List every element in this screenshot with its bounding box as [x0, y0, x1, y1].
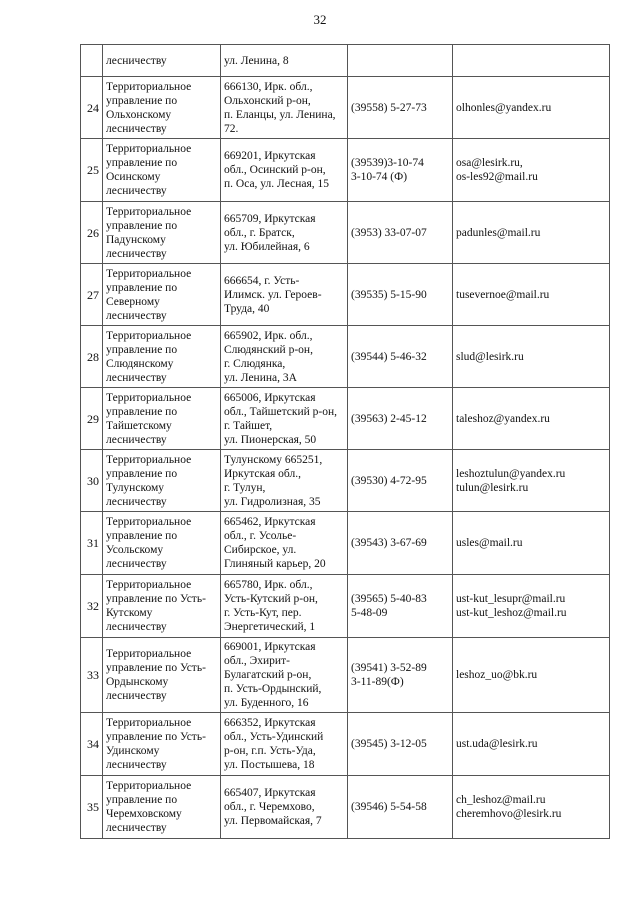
office-name-line: Территориальное	[106, 717, 192, 729]
office-address-line: 665006, Иркутская	[224, 391, 316, 404]
office-phone	[348, 638, 453, 713]
office-address-line: Труда, 40	[224, 302, 270, 315]
office-email-line: tulun@lesirk.ru	[456, 481, 529, 494]
office-email	[453, 264, 610, 326]
office-address-line: обл., Осинский р-он,	[224, 164, 326, 176]
office-address-line: г. Тайшет,	[224, 419, 273, 432]
office-address	[221, 776, 348, 839]
office-name	[103, 202, 221, 264]
office-email-line: olhonles@yandex.ru	[456, 101, 552, 114]
office-address-line: Тулунскому 665251,	[224, 453, 323, 466]
office-email	[453, 713, 610, 776]
table-row	[81, 45, 610, 77]
office-phone	[348, 713, 453, 776]
office-phone	[348, 388, 453, 450]
office-address-line: обл., г. Черемхово,	[224, 801, 315, 813]
office-address-line: 666130, Ирк. обл.,	[224, 80, 313, 93]
office-name-line: лесничеству	[106, 54, 167, 67]
office-name-line: Кутскому	[106, 607, 153, 619]
office-email	[453, 388, 610, 450]
office-name	[103, 388, 221, 450]
office-name-line: Территориальное	[106, 80, 192, 93]
office-address-line: ул. Пионерская, 50	[224, 433, 317, 446]
office-email-line: ust.uda@lesirk.ru	[456, 738, 538, 750]
office-phone-line: 3-10-74 (Ф)	[351, 171, 408, 183]
office-phone-line: (39535) 5-15-90	[351, 288, 427, 301]
office-name-line: управление по	[106, 405, 178, 418]
office-address-line: 665902, Ирк. обл.,	[224, 329, 313, 342]
office-name-line: лесничеству	[106, 690, 167, 702]
office-name-line: управление по	[106, 219, 178, 232]
row-number: 27	[81, 264, 103, 326]
office-address-line: Ольхонский р-он,	[224, 94, 311, 107]
office-name-line: управление по	[106, 794, 178, 806]
office-address-line: 666654, г. Усть-	[224, 274, 300, 287]
office-phone-line: 5-48-09	[351, 607, 388, 619]
row-number: 29	[81, 388, 103, 450]
office-name	[103, 638, 221, 713]
office-address-line: ул. Юбилейная, 6	[224, 240, 310, 253]
office-name-line: лесничеству	[106, 822, 167, 834]
office-name-line: Падунскому	[106, 233, 166, 246]
office-address	[221, 264, 348, 326]
office-name-line: Территориальное	[106, 205, 192, 218]
office-address	[221, 202, 348, 264]
office-name-line: управление по	[106, 94, 178, 107]
office-phone-line: (39539)3-10-74	[351, 157, 424, 169]
office-address-line: 669001, Иркутская	[224, 641, 316, 653]
office-address-line: Глиняный карьер, 20	[224, 558, 326, 570]
office-name	[103, 776, 221, 839]
office-email	[453, 77, 610, 139]
office-phone-line: (39544) 5-46-32	[351, 350, 427, 363]
office-phone-line: (39545) 3-12-05	[351, 738, 427, 750]
office-email-line: cheremhovo@lesirk.ru	[456, 808, 562, 820]
office-phone-line: (39563) 2-45-12	[351, 412, 427, 425]
office-email-line: ust-kut_lesupr@mail.ru	[456, 593, 566, 605]
table-row	[81, 77, 610, 139]
office-address-line: г. Слюдянка,	[224, 357, 286, 370]
table-row	[81, 450, 610, 512]
office-name-line: лесничеству	[106, 185, 167, 197]
office-name-line: лесничеству	[106, 371, 167, 384]
row-number: 33	[81, 638, 103, 713]
office-email	[453, 776, 610, 839]
office-address-line: п. Усть-Ордынский,	[224, 683, 322, 695]
office-address-line: 72.	[224, 122, 239, 135]
office-address-line: Илимск. ул. Героев-	[224, 288, 322, 301]
office-address-line: Булагатский р-он,	[224, 669, 312, 681]
office-name	[103, 77, 221, 139]
row-number: 28	[81, 326, 103, 388]
table-row	[81, 202, 610, 264]
office-address-line: ул. Гидролизная, 35	[224, 495, 321, 508]
office-name-line: Территориальное	[106, 453, 192, 466]
office-address	[221, 45, 348, 77]
office-email	[453, 512, 610, 575]
table-row	[81, 139, 610, 202]
office-phone	[348, 450, 453, 512]
office-address-line: Сибирское, ул.	[224, 544, 297, 556]
office-email	[453, 450, 610, 512]
table-row	[81, 776, 610, 839]
office-email	[453, 326, 610, 388]
office-name-line: управление по	[106, 530, 178, 542]
office-address-line: Слюдянский р-он,	[224, 343, 313, 356]
table-row	[81, 713, 610, 776]
office-name	[103, 512, 221, 575]
office-address-line: 665709, Иркутская	[224, 212, 316, 225]
office-address	[221, 388, 348, 450]
office-email-line: os-les92@mail.ru	[456, 171, 538, 183]
office-address-line: г. Усть-Кут, пер.	[224, 607, 302, 619]
office-address-line: Усть-Кутский р-он,	[224, 593, 318, 605]
row-number: 24	[81, 77, 103, 139]
office-address-line: ул. Постышева, 18	[224, 759, 315, 771]
office-phone	[348, 512, 453, 575]
office-name-line: Территориальное	[106, 780, 192, 792]
table-row	[81, 326, 610, 388]
table-row	[81, 575, 610, 638]
page-number: 32	[313, 12, 327, 27]
office-address	[221, 575, 348, 638]
office-address-line: 665407, Иркутская	[224, 787, 316, 799]
table-row	[81, 512, 610, 575]
forestry-office-table	[80, 44, 610, 839]
office-name-line: лесничеству	[106, 621, 167, 633]
office-phone	[348, 264, 453, 326]
office-name-line: Тайшетскому	[106, 419, 172, 432]
office-phone-line: (39565) 5-40-83	[351, 593, 427, 605]
office-name-line: лесничеству	[106, 247, 167, 260]
row-number: 35	[81, 776, 103, 839]
office-name	[103, 139, 221, 202]
office-name-line: Слюдянскому	[106, 357, 174, 370]
office-phone	[348, 326, 453, 388]
office-address-line: ул. Буденного, 16	[224, 697, 309, 709]
office-name-line: Территориальное	[106, 648, 192, 660]
office-address	[221, 139, 348, 202]
office-address-line: п. Оса, ул. Лесная, 15	[224, 178, 330, 190]
office-name-line: управление по Усть-	[106, 662, 206, 674]
office-name-line: Черемховскому	[106, 808, 182, 820]
row-number: 30	[81, 450, 103, 512]
office-address-line: ул. Ленина, 3А	[224, 371, 297, 384]
office-name-line: управление по	[106, 343, 178, 356]
office-name-line: Северному	[106, 295, 160, 308]
office-email-line: usles@mail.ru	[456, 537, 523, 549]
office-name-line: управление по	[106, 467, 178, 480]
office-address	[221, 77, 348, 139]
row-number	[81, 45, 103, 77]
office-email-line: osa@lesirk.ru,	[456, 157, 523, 169]
office-name-line: управление по Усть-	[106, 593, 206, 605]
office-address-line: Иркутская обл.,	[224, 467, 301, 480]
office-phone-line: (39543) 3-67-69	[351, 537, 427, 549]
office-name-line: Территориальное	[106, 579, 192, 591]
office-name-line: управление по	[106, 281, 178, 294]
office-name-line: Территориальное	[106, 143, 192, 155]
row-number: 25	[81, 139, 103, 202]
office-name-line: Ордынскому	[106, 676, 169, 688]
office-address	[221, 638, 348, 713]
row-number: 34	[81, 713, 103, 776]
office-address	[221, 450, 348, 512]
office-name-line: управление по	[106, 157, 178, 169]
office-name-line: Тулунскому	[106, 481, 165, 494]
office-name-line: лесничеству	[106, 122, 167, 135]
office-email-line: tusevernoe@mail.ru	[456, 288, 550, 301]
office-name-line: Территориальное	[106, 391, 192, 404]
row-number: 31	[81, 512, 103, 575]
office-phone	[348, 575, 453, 638]
office-phone	[348, 202, 453, 264]
office-email	[453, 638, 610, 713]
row-number: 32	[81, 575, 103, 638]
office-email-line: leshoz_uo@bk.ru	[456, 669, 538, 681]
office-email	[453, 575, 610, 638]
table-row	[81, 638, 610, 713]
office-email	[453, 45, 610, 77]
office-address-line: п. Еланцы, ул. Ленина,	[224, 108, 336, 121]
office-name-line: Территориальное	[106, 267, 192, 280]
office-name-line: Ольхонскому	[106, 108, 172, 121]
office-name-line: лесничеству	[106, 495, 167, 508]
office-phone-line: (39558) 5-27-73	[351, 101, 427, 114]
office-phone-line: (3953) 33-07-07	[351, 226, 427, 239]
office-address-line: 666352, Иркутская	[224, 717, 316, 729]
office-address	[221, 326, 348, 388]
office-address-line: обл., Тайшетский р-он,	[224, 405, 338, 418]
office-address-line: обл., Усть-Удинский	[224, 731, 324, 743]
office-name-line: управление по Усть-	[106, 731, 206, 743]
office-name	[103, 45, 221, 77]
office-address	[221, 713, 348, 776]
table-row	[81, 388, 610, 450]
office-email-line: ch_leshoz@mail.ru	[456, 794, 546, 806]
office-phone-line: (39541) 3-52-89	[351, 662, 427, 674]
office-email-line: taleshoz@yandex.ru	[456, 412, 550, 425]
office-name-line: Территориальное	[106, 516, 192, 528]
office-address-line: 665780, Ирк. обл.,	[224, 579, 313, 591]
office-name	[103, 264, 221, 326]
office-name-line: Осинскому	[106, 171, 161, 183]
office-name	[103, 326, 221, 388]
office-email	[453, 139, 610, 202]
office-name-line: лесничеству	[106, 309, 167, 322]
office-name-line: лесничеству	[106, 433, 167, 446]
table-row	[81, 264, 610, 326]
office-address-line: обл., г. Усолье-	[224, 530, 297, 542]
office-phone-line: 3-11-89(Ф)	[351, 676, 404, 688]
office-phone	[348, 139, 453, 202]
office-address-line: ул. Ленина, 8	[224, 54, 289, 67]
office-address-line: р-он, г.п. Усть-Уда,	[224, 745, 316, 757]
office-address-line: 669201, Иркутская	[224, 150, 316, 162]
office-name-line: лесничеству	[106, 558, 167, 570]
office-phone	[348, 45, 453, 77]
office-name-line: лесничеству	[106, 759, 167, 771]
office-email-line: padunles@mail.ru	[456, 226, 541, 239]
office-name-line: Территориальное	[106, 329, 192, 342]
office-email-line: leshoztulun@yandex.ru	[456, 467, 566, 480]
office-address-line: Энергетический, 1	[224, 621, 316, 633]
office-address-line: обл., г. Братск,	[224, 226, 295, 239]
office-phone-line: (39530) 4-72-95	[351, 474, 427, 487]
office-name	[103, 575, 221, 638]
office-address-line: обл., Эхирит-	[224, 655, 290, 667]
office-phone-line: (39546) 5-54-58	[351, 801, 427, 813]
office-email	[453, 202, 610, 264]
office-name	[103, 450, 221, 512]
office-address-line: г. Тулун,	[224, 481, 266, 494]
office-phone	[348, 77, 453, 139]
office-address-line: 665462, Иркутская	[224, 516, 316, 528]
office-email-line: slud@lesirk.ru	[456, 350, 524, 363]
office-address-line: ул. Первомайская, 7	[224, 815, 322, 827]
row-number: 26	[81, 202, 103, 264]
office-name	[103, 713, 221, 776]
office-address	[221, 512, 348, 575]
office-name-line: Удинскому	[106, 745, 160, 757]
office-phone	[348, 776, 453, 839]
office-email-line: ust-kut_leshoz@mail.ru	[456, 607, 567, 619]
office-name-line: Усольскому	[106, 544, 164, 556]
